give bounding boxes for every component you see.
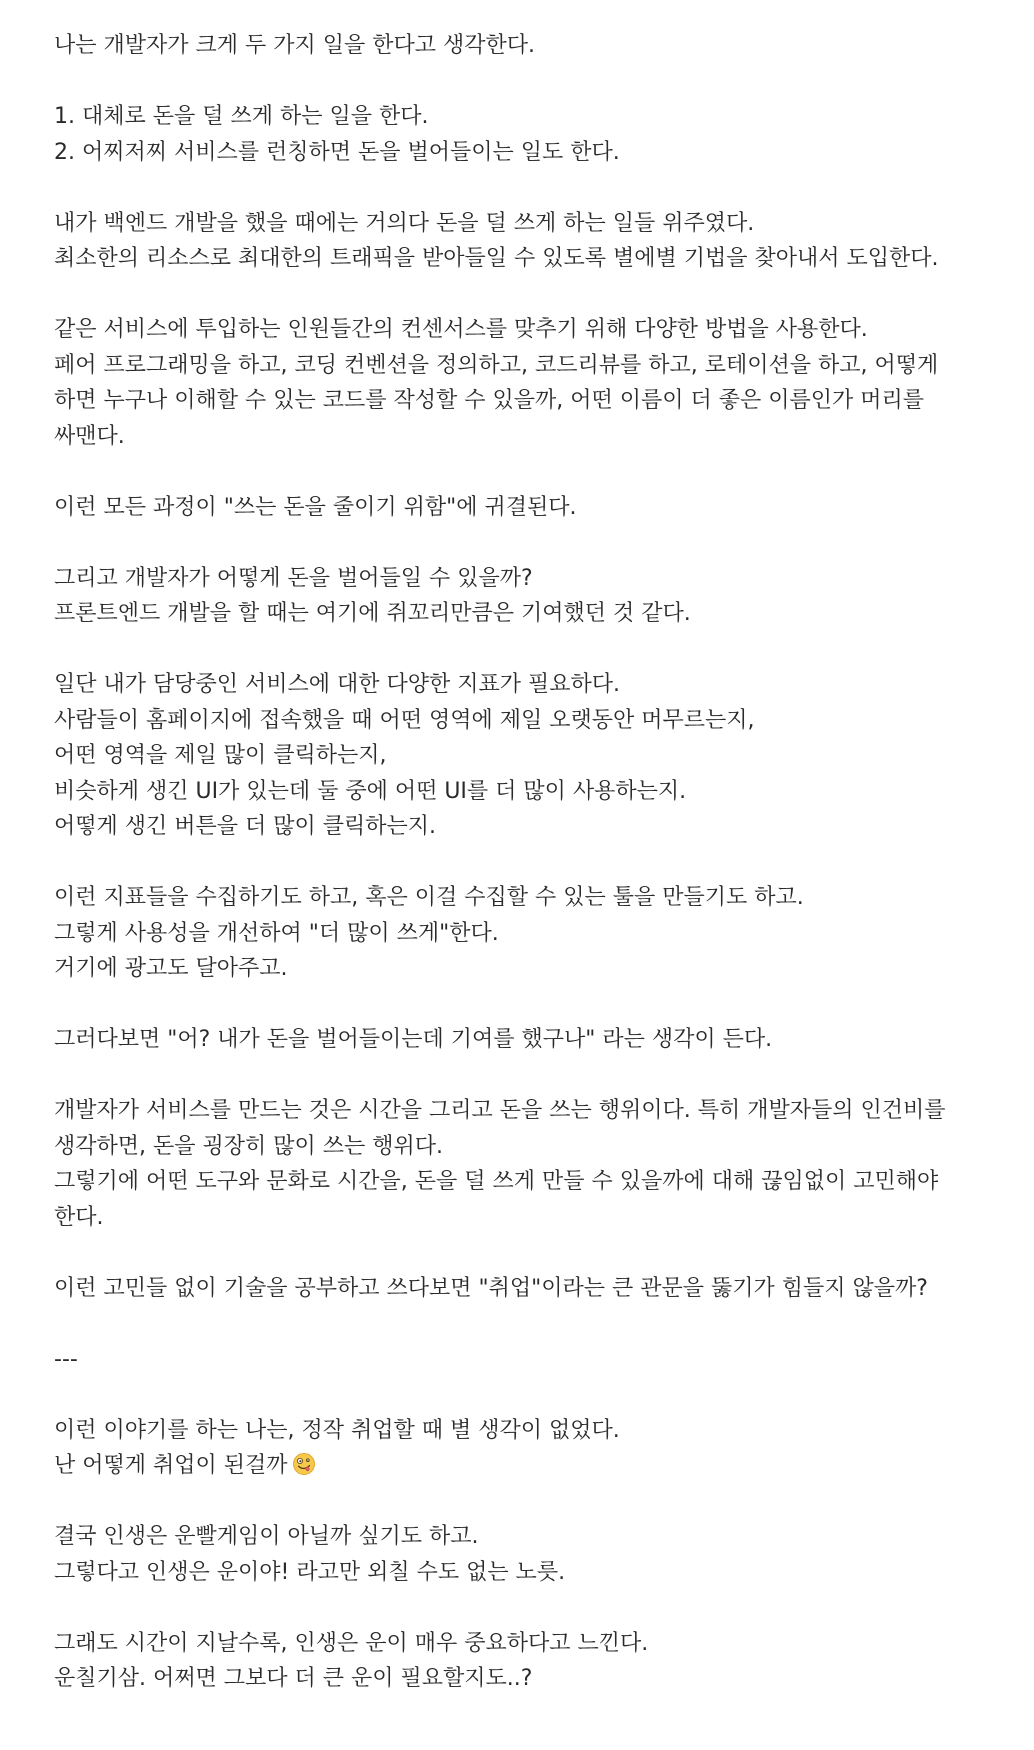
blank-line	[54, 1235, 984, 1271]
blank-line	[54, 1058, 984, 1094]
blank-line	[54, 1590, 984, 1626]
blank-line	[54, 64, 984, 100]
paragraph-line: 이런 지표들을 수집하기도 하고, 혹은 이걸 수집할 수 있는 툴을 만들기도 하고.	[54, 885, 804, 910]
paragraph-line: 어떤 영역을 제일 많이 클릭하는지,	[54, 743, 387, 768]
paragraph-line: 거기에 광고도 달아주고.	[54, 956, 288, 981]
paragraph-line: 비슷하게 생긴 UI가 있는데 둘 중에 어떤 UI를 더 많이 사용하는지.	[54, 778, 687, 804]
paragraph-line: 결국 인생은 운빨게임이 아닐까 싶기도 하고.	[54, 1524, 479, 1549]
paragraph-line: 이런 이야기를 하는 나는, 정작 취업할 때 별 생각이 없었다.	[54, 1417, 620, 1443]
paragraph-line: 운칠기삼. 어쩌면 그보다 더 큰 운이 필요할지도..?	[54, 1666, 533, 1691]
list-item: 1. 대체로 돈을 덜 쓰게 하는 일을 한다.	[54, 104, 429, 129]
blank-line	[54, 525, 984, 561]
paragraph-line: 같은 서비스에 투입하는 인원들간의 컨센서스를 맞추기 위해 다양한 방법을 사용한다.	[54, 317, 868, 342]
list-item: 2. 어찌저찌 서비스를 런칭하면 돈을 벌어들이는 일도 한다.	[54, 139, 620, 165]
paragraph-line: 그렇게 사용성을 개선하여 "더 많이 쓰게"한다.	[54, 920, 499, 946]
blank-line	[54, 1377, 984, 1413]
paragraph-line: 이런 모든 과정이 "쓰는 돈을 줄이기 위함"에 귀결된다.	[54, 494, 577, 520]
blank-line	[54, 454, 984, 490]
blank-line	[54, 170, 984, 206]
blank-line	[54, 845, 984, 881]
paragraph-line: 내가 백엔드 개발을 했을 때에는 거의다 돈을 덜 쓰게 하는 일들 위주였다.	[54, 210, 755, 236]
blank-line	[54, 1484, 984, 1520]
paragraph-line: 그렇다고 인생은 운이야! 라고만 외칠 수도 없는 노릇.	[54, 1559, 566, 1585]
paragraph-line: 나는 개발자가 크게 두 가지 일을 한다고 생각한다.	[54, 33, 535, 58]
paragraph-line: 그러다보면 "어? 내가 돈을 벌어들이는데 기여를 했구나" 라는 생각이 든다.	[54, 1027, 773, 1052]
paragraph-line: 일단 내가 담당중인 서비스에 대한 다양한 지표가 필요하다.	[54, 672, 620, 697]
section-divider: ---	[54, 1346, 78, 1372]
paragraph-line: 그리고 개발자가 어떻게 돈을 벌어들일 수 있을까?	[54, 565, 533, 591]
paragraph-line: 그래도 시간이 지날수록, 인생은 운이 매우 중요하다고 느낀다.	[54, 1630, 649, 1656]
zany-face-icon	[292, 1452, 316, 1476]
paragraph-line: 프론트엔드 개발을 할 때는 여기에 쥐꼬리만큼은 기여했던 것 같다.	[54, 601, 691, 626]
paragraph-line-text: 난 어떻게 취업이 된걸까	[54, 1453, 288, 1478]
blank-line	[54, 987, 984, 1023]
blank-line	[54, 1306, 984, 1342]
paragraph-line: 개발자가 서비스를 만드는 것은 시간을 그리고 돈을 쓰는 행위이다. 특히 개발자들의 인건비를 생각하면, 돈을 굉장히 많이 쓰는 행위다.	[54, 1098, 953, 1159]
blank-line	[54, 632, 984, 668]
paragraph-line: 사람들이 홈페이지에 접속했을 때 어떤 영역에 제일 오랫동안 머무르는지,	[54, 707, 755, 733]
blank-line	[54, 277, 984, 313]
paragraph-line: 이런 고민들 없이 기술을 공부하고 쓰다보면 "취업"이라는 큰 관문을 뚫기가 힘들지 않을까?	[54, 1275, 928, 1301]
paragraph-line-with-emoji	[54, 1448, 984, 1484]
paragraph-line: 어떻게 생긴 버튼을 더 많이 클릭하는지.	[54, 814, 436, 839]
paragraph-line: 페어 프로그래밍을 하고, 코딩 컨벤션을 정의하고, 코드리뷰를 하고, 로테이션을 하고, 어떻게 하면 누구나 이해할 수 있는 코드를 작성할 수 있을까, 어떤 이름이 더 좋은 이름인가 머리를 싸맨다.	[54, 352, 946, 449]
paragraph-line: 그렇기에 어떤 도구와 문화로 시간을, 돈을 덜 쓰게 만들 수 있을까에 대해 끊임없이 고민해야 한다.	[54, 1169, 946, 1230]
paragraph-line: 최소한의 리소스로 최대한의 트래픽을 받아들일 수 있도록 별에별 기법을 찾아내서 도입한다.	[54, 246, 939, 271]
